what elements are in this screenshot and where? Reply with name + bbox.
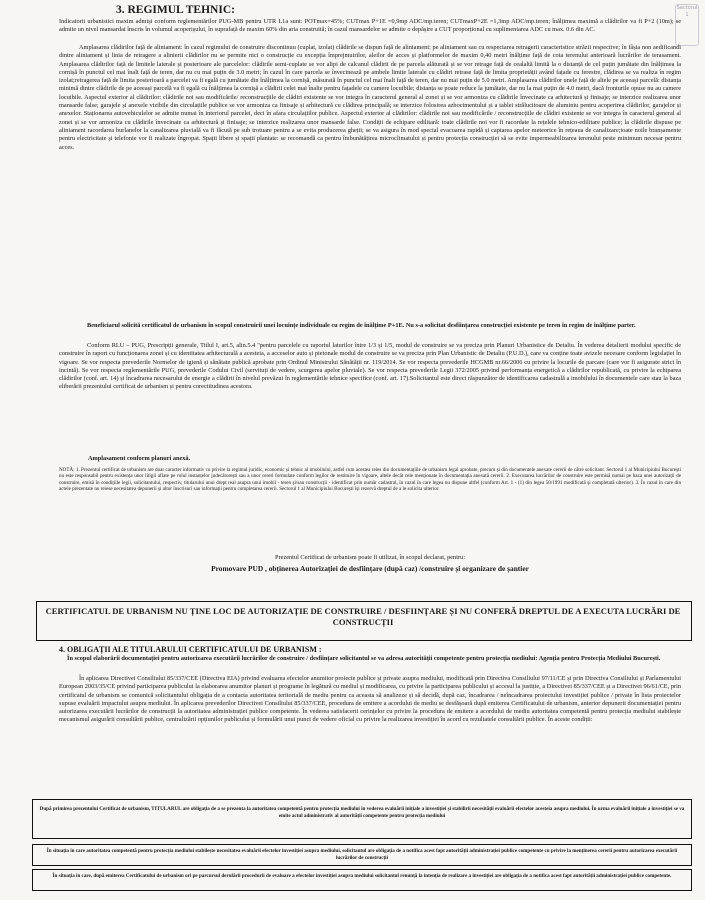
amplasament-label: Amplasament conform planuri anexă. (88, 455, 191, 462)
beneficiary-request: Beneficiarul solicită certificatul de urbanism în scopul construirii unei locuințe individuale cu regim de înălțime P+1E. Nu s-a solicitat desființarea construcției existente pe teren în regim de înălțime parter. (87, 322, 636, 329)
section-4-title: 4. OBLIGAȚII ALE TITULARULUI CERTIFICATULUI DE URBANISM : (59, 645, 322, 654)
obligation-2-text: În situația în care autoritatea competentă pentru protecția mediului stabilește necesitatea evaluării efectelor investiției asupra mediului, solicitantul are obligația de a notifica acest fapt autorității administrației publice competente cu privire la menținerea cererii pentru autorizarea executării lucrărilor de construcții (46, 848, 678, 862)
notice-box (36, 601, 692, 641)
obligation-1-text: După primirea prezentului Certificat de urbanism, TITULARUL are obligația de a se prezenta la autoritatea competentă pentru protecția mediului în vederea evaluării inițiale a investiției și stabilirii necesității evaluării efectelor acesteia asupra mediului. În urma evaluării inițiale a investiției se va emite actul administrativ al autorității competente pentru protecția mediului (39, 806, 685, 820)
rlu-pug-paragraph: Conform RLU – PUG, Prescripții generale, Titlul I, art.5, alin.5.4 "pentru parcelele cu raportul laturilor între 1/3 și 1/5, modul de construire se va preciza prin Planuri Urbanistice de Detaliu. În vederea detalierii modului specific de construire în raport cu funcționarea zonei și cu identitatea arhitecturală a acesteia, a acceselor auto și pietonale modul de construire se va preciza prin Plan Urbanistic de Detaliu (P.U.D.), care va conține toate avizele necesare conform legislației în vigoare. Se vor respecta prevederile Normelor de igienă și sănătate publică aprobate prin Ordinul Ministrului Sănătății nr. 119/2014. Se vor respecta prevederile HCGMB nr.66/2006 cu privire la locurile de parcare (care vor fi asigurate strict în incintă). Se vor respecta reglementările PUG, prevederile Codului Civil (servituți de vedere, scurgerea apelor pluviale). Se vor respecta prevederile Legii 372/2005 privind performanța energetică a clădirilor republicată, cu privire la echiparea clădirilor (conf. art. 14) și încadrarea necesarului de energie a clădirii în nivelul prevăzut în reglementările tehnice specifice (conf. art. 17).Solicitantul este direct răspunzător de identificarea cadastrală a imobilului în documentele care stau la baza eliberării prezentului certificat de urbanism și pentru corectitudinea acestora. (59, 342, 681, 391)
section-3-title: 3. REGIMUL TEHNIC: (116, 4, 235, 16)
section-4-intro: În scopul elaborării documentației pentru autorizarea executării lucrărilor de construire / desființare solicitantul se va adresa autorității competente pentru protecția mediului: Agenția pentru Protecția Mediului București. (67, 655, 661, 662)
nota-paragraph: NOTĂ: 1. Prezentul certificat de urbanism are doar caracter informativ cu privire la regimul juridic, economic și tehnic al imobilului, astfel cum acestea reies din documentațiile de urbanism legal aprobate, precum și din documentele anexate cererii de către solicitant. Sectorul 1 al Municipiului București nu este responsabil pentru existența unor litigii aflate pe rolul instanțelor judecătorești sau a unor cereri formulate conform legilor de restituire în vigoare, altele decât cele menționate în documentația anexată cererii. 2. Executarea lucrărilor de construire este permisă numai pe baza unei autorizații de construire, emisă în condițiile legii, solicitantului, respectiv, titularului unui drept real asupra unui imobil - teren și/sau construcții - identificat prin număr cadastral, în cazul în care legea nu dispune altfel (conform Art. 1 - (1) din legea 50/1991 modificată și completată ulterior). 3. În cazul în care din actele prezentate nu reiese necesitatea depunerii și altor înscrisuri sau informații pentru completarea cererii. Sectorul 1 al Municipiului București își rezervă dreptul de a le solicita ulterior. (59, 467, 681, 492)
obligation-3-text: În situația în care, după emiterea Certificatului de urbanism ori pe parcursul derulării procedurii de evaluare a efectelor investiției asupra mediului solicitantul renunță la intenția de realizare a investiției are obligația de a notifica acest fapt autorității administrației publice competente. (52, 873, 672, 879)
obligation-box-3 (32, 869, 692, 891)
obligation-box-2 (32, 844, 692, 866)
placement-rules-paragraph: Amplasarea clădirilor față de aliniament: în cazul regimului de construire discontinuu (cuplat, izolat) clădirile se dispun față de aliniament: pe aliniament sau cu respectarea retragerii caracteristice străzii respective; în fâșia non aedificandi dintre aliniament și linia de retragere a alinierii clădirilor nu se permite nici o construcție cu excepția împrejmuirilor, aleilor de acces și platformelor de maxim 0,40 metri înălțime față de cota terenului anterioară lucrărilor de terasament. Amplasarea clădirilor față de limitele laterale și posterioare ale parcelelor: clădirile semi-cuplate se vor alipi de calcanul clădirii de pe parcela alăturată și se vor retrage față de cealaltă limită la o distanță de cel puțin jumătate din înălțimea la cornișă în punctul cel mai înalt față de teren, dar nu cu mai puțin de 3.0 metri; în cazul în care parcela se învecinează pe ambele limite laterale cu clădiri retrase față de limita proprietății având fațade cu ferestre, clădirea se va realiza în regim izolat;retragerea față de limita posterioară a parcelei va fi egală cu jumătate din înălțimea la cornișă, măsurată în punctul cel mai înalt față de teren, dar nu mai puțin de 5.0 metri. Amplasarea clădirilor unele față de altele pe aceeași parcelă: distanța minimă dintre clădirile de pe aceeași parcelă va fi egală cu înălțimea la cornișă a clădirii celei mai înalte pentru fațadele cu camere locuibile; distanța se poate reduce la jumătate, dar nu la mai puțin de 4.0 metri, dacă fronturile opuse nu au camere locuibile. Aspectul exterior al clădirilor: clădirile noi sau modificările/ reconstrucțiile de clădiri existente se vor integra în caracterul general al zonei și se vor armoniza cu clădirile învecinate ca arhitectură și finisaje; se interzice realizarea unor mansarde false; garajele și anexele vizibile din circulațiile publice se vor armoniza ca finisaje și arhitectură cu clădirea principală; se interzice folosirea azbocimentului și a tablei strălucitoare de aluminiu pentru acoperirea clădirilor, garajelor și anexelor. Staționarea autovehiculelor se admite numai în interiorul parcelei, deci în afara circulațiilor publice. Aspectul exterior al clădirilor: clădirile noi sau modificările / reconstrucțiile de clădiri existente se vor integra în caracterul general al zonei și se vor armoniza cu clădirile învecinate ca arhitectură și finisaje; se interzice realizarea unor mansarde false. Condiții de echipare edilitară: toate clădirile noi vor fi racordate la rețelele tehnico-edilitare publice; la clădirile dispuse pe aliniament racordarea burlanelor la canalizarea pluvială va fi făcută pe sub trotuare pentru a se evita producerea gheții; se va asigura în mod special evacuarea rapidă și captarea apelor meteorice în rețeaua de canalizare;toate noile branșamente pentru electricitate și telefonie vor fi realizate îngropat. Spații libere și spații plantate: se recomandă ca pentru îmbunătățirea microclimatului și pentru protecția construcției să se evite impermeabilizarea terenului peste minimum necesar pentru acces. (59, 44, 681, 151)
section-4-body: În aplicarea Directivei Consiliului 85/337/CEE (Directiva EIA) privind evaluarea efectelor anumitor proiecte publice și private asupra mediului, modificată prin Directiva Consiliului 97/11/CE și prin Directiva Consiliului și Parlamentului European 2003/35/CE privind participarea publicului la elaborarea anumitor planuri și programe în legătură cu mediul și modificarea, cu privire la participarea publicului și accesul la justiție, a Directivei 85/337/CEE și a Directivei 96/61/CE, prin certificatul de urbanism se comunică solicitantului obligația de a contacta autoritatea teritorială de mediu pentru ca aceasta să analizeze și să decidă, după caz, încadrarea / neîncadrarea proiectului investiției publice / private în lista proiectelor supuse evaluării impactului asupra mediului. În aplicarea prevederilor Directivei Consiliului 85/337/CEE, procedura de emitere a acordului de mediu se desfășoară după emiterea Certificatului de urbanism, anterior depunerii documentației pentru autorizarea executării lucrărilor de construcții la autoritatea administrației publice competente. În vederea satisfacerii cerințelor cu privire la procedura de emitere a acordului de mediu autoritatea competentă pentru protecția mediului stabilește mecanismul asigurării consultării publice, centralizării opțiunilor publicului și formulării unui punct de vedere oficial cu privire la realizarea investiției în acord cu rezultatele consultării publice. În aceste condiții: (59, 675, 681, 724)
stamp-label: Sectorul 1 (676, 5, 698, 18)
purpose-line: Prezentul Certificat de urbanism poate fi utilizat, în scopul declarat, pentru: (275, 554, 465, 561)
purpose-declared: Promovare PUD , obținerea Autorizației de desființare (după caz) /construire și organizare de șantier (211, 564, 529, 573)
urban-indicators-paragraph: Indicatorii urbanistici maxim admiși conform reglementărilor PUG-MB pentru UTR L1a sunt: POTmax=45%; CUTmax P+1E =0,9mp ADC/mp.teren; CUTmaxP+2E =1,3mp ADC/mp.teren; înălțimea maximă a clădirilor va fi P+2 (10m); se admite un nivel mansardat înscris în volumul acoperișului, în suprafață de maxim 60% din aria construită; în cazul mansardelor se admite o depășire a CUT proporțional cu suplimentarea ADC cu max. 0.6 din AC. (59, 18, 681, 34)
obligation-box-1 (32, 799, 692, 839)
notice-text: CERTIFICATUL DE URBANISM NU ȚINE LOC DE AUTORIZAȚIE DE CONSTRUIRE / DESFIINȚARE ȘI NU CONFERĂ DREPTUL DE A EXECUTA LUCRĂRI DE CONSTRUCȚII (45, 606, 681, 627)
